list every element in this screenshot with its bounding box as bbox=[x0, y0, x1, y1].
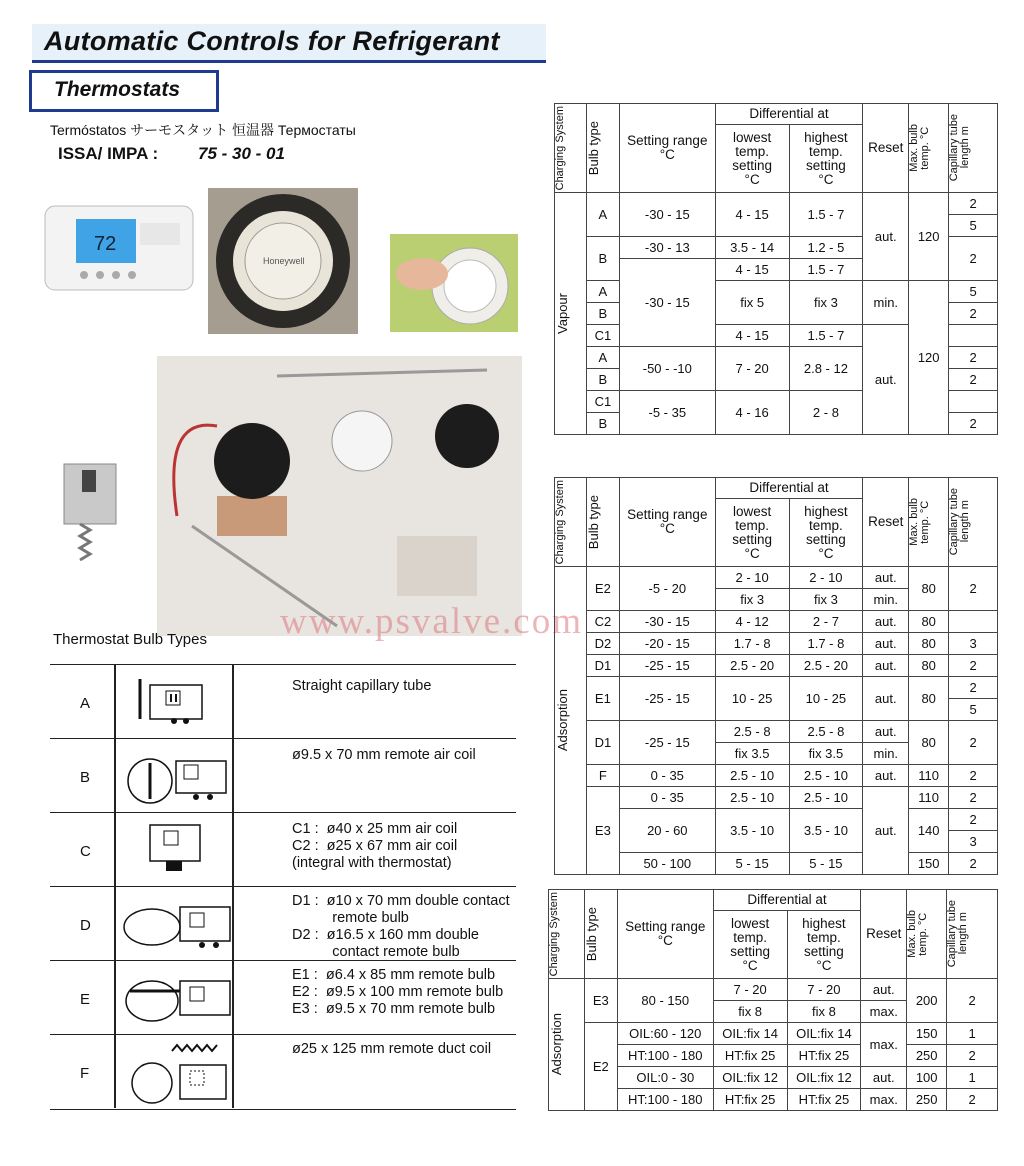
cell: aut. bbox=[863, 611, 909, 633]
header-bulb: Bulb type bbox=[586, 104, 619, 193]
header-cap: Capillary tube length m bbox=[949, 104, 998, 193]
bulb-letter: E bbox=[80, 991, 91, 1008]
bulb-e-diagram-icon bbox=[122, 971, 236, 1027]
cell: aut. bbox=[863, 633, 909, 655]
cell: 200 bbox=[907, 979, 947, 1023]
cell: 2 bbox=[949, 677, 998, 699]
cell: 7 - 20 bbox=[715, 347, 789, 391]
bulb-types-title: Thermostat Bulb Types bbox=[53, 631, 207, 648]
charging-system-cell: Vapour bbox=[555, 193, 587, 435]
cell: -25 - 15 bbox=[619, 655, 715, 677]
bulb-row bbox=[50, 812, 516, 887]
cell: 80 bbox=[909, 567, 949, 611]
cell: 80 bbox=[909, 721, 949, 765]
language-names: Termóstatos サーモスタット 恒温器 Термостаты bbox=[50, 122, 356, 138]
cell: 4 - 15 bbox=[715, 193, 789, 237]
table-row bbox=[555, 567, 998, 589]
cell: HT:fix 25 bbox=[787, 1045, 861, 1067]
cell: max. bbox=[861, 1001, 907, 1023]
cell: OIL:fix 14 bbox=[787, 1023, 861, 1045]
cell: 2 - 8 bbox=[789, 391, 863, 435]
cell: aut. bbox=[863, 787, 909, 875]
table-header-row bbox=[555, 104, 998, 125]
cell: 80 bbox=[909, 655, 949, 677]
cell: min. bbox=[863, 743, 909, 765]
cell: 2.5 - 10 bbox=[715, 787, 789, 809]
cell: E1 bbox=[586, 677, 619, 721]
cell: 150 bbox=[907, 1023, 947, 1045]
cell bbox=[949, 391, 998, 413]
cell: 0 - 35 bbox=[619, 765, 715, 787]
hand-thermostat-photo bbox=[390, 234, 518, 332]
cell: A bbox=[586, 193, 619, 237]
cell: 5 bbox=[949, 215, 998, 237]
cell: max. bbox=[861, 1089, 907, 1111]
bulb-row bbox=[50, 1034, 516, 1110]
bulb-d-diagram-icon bbox=[122, 897, 236, 953]
table-row bbox=[555, 853, 998, 875]
cell: fix 3.5 bbox=[715, 743, 789, 765]
cell: -30 - 13 bbox=[619, 237, 715, 259]
cell: aut. bbox=[863, 325, 909, 435]
cell: min. bbox=[863, 589, 909, 611]
cell: 1.7 - 8 bbox=[715, 633, 789, 655]
cell: 1.2 - 5 bbox=[789, 237, 863, 259]
cell: B bbox=[586, 237, 619, 281]
pressure-thermostat-photo bbox=[60, 460, 120, 580]
digital-thermostat-photo bbox=[44, 205, 194, 291]
capillary-thermostats-photo bbox=[157, 356, 522, 636]
bulb-description: E1 : ø6.4 x 85 mm remote bulb E2 : ø9.5 x 100 mm remote bulb E3 : ø9.5 x 70 mm remote bulb bbox=[292, 967, 504, 1017]
charging-system-cell: Adsorption bbox=[555, 567, 587, 875]
cell: 2.5 - 10 bbox=[789, 765, 863, 787]
cell: D1 bbox=[586, 655, 619, 677]
adsorption-spec-table-2 bbox=[548, 889, 998, 1111]
cell: HT:fix 25 bbox=[787, 1089, 861, 1111]
cell: 2 bbox=[949, 303, 998, 325]
cell: B bbox=[586, 413, 619, 435]
cell: 4 - 15 bbox=[715, 259, 789, 281]
cell: 110 bbox=[909, 765, 949, 787]
cell: HT:100 - 180 bbox=[617, 1089, 713, 1111]
bulb-row bbox=[50, 886, 516, 961]
cell: 2.5 - 10 bbox=[789, 787, 863, 809]
table-row bbox=[549, 1023, 998, 1045]
cell: 2 - 10 bbox=[789, 567, 863, 589]
bulb-f-diagram-icon bbox=[122, 1041, 236, 1105]
cell: 3.5 - 14 bbox=[715, 237, 789, 259]
bulb-letter: D bbox=[80, 917, 91, 934]
cell: 4 - 15 bbox=[715, 325, 789, 347]
cell: C2 bbox=[586, 611, 619, 633]
header-differential: Differential at bbox=[715, 104, 863, 125]
cell: F bbox=[586, 765, 619, 787]
cell: aut. bbox=[863, 765, 909, 787]
watermark: www.psvalve.com bbox=[280, 601, 583, 642]
cell: OIL:fix 12 bbox=[787, 1067, 861, 1089]
cell: 7 - 20 bbox=[787, 979, 861, 1001]
table-header-row bbox=[555, 478, 998, 499]
cell: 2 bbox=[947, 1045, 998, 1067]
cell bbox=[949, 611, 998, 633]
header-differential: Differential at bbox=[715, 478, 863, 499]
cell: 2 bbox=[949, 853, 998, 875]
cell: fix 8 bbox=[787, 1001, 861, 1023]
cell: 2 bbox=[949, 655, 998, 677]
cell: 10 - 25 bbox=[715, 677, 789, 721]
cell: OIL:60 - 120 bbox=[617, 1023, 713, 1045]
cell: 100 bbox=[907, 1067, 947, 1089]
bulb-letter: A bbox=[80, 695, 91, 712]
cell: aut. bbox=[863, 567, 909, 589]
cell: fix 3 bbox=[789, 281, 863, 325]
main-title: Automatic Controls for Refrigerant bbox=[44, 26, 500, 56]
table-row bbox=[555, 193, 998, 215]
cell: A bbox=[586, 347, 619, 369]
cell: 80 - 150 bbox=[617, 979, 713, 1023]
table-row bbox=[555, 721, 998, 743]
cell: 2 bbox=[949, 237, 998, 281]
adsorption-spec-table-1 bbox=[554, 477, 998, 875]
cell: 1 bbox=[947, 1067, 998, 1089]
cell: 3 bbox=[949, 831, 998, 853]
bulb-description: D1 : ø10 x 70 mm double contact remote bulb D2 : ø16.5 x 160 mm double contact remote bulb bbox=[292, 893, 510, 960]
cell: 2.5 - 10 bbox=[715, 765, 789, 787]
cell: fix 3 bbox=[715, 589, 789, 611]
header-range: Setting range °C bbox=[619, 478, 715, 567]
cell: -25 - 15 bbox=[619, 721, 715, 765]
cell: OIL:fix 14 bbox=[713, 1023, 787, 1045]
cell: 150 bbox=[909, 853, 949, 875]
table-row bbox=[555, 787, 998, 809]
cell: E2 bbox=[586, 567, 619, 611]
cell: 4 - 16 bbox=[715, 391, 789, 435]
cell: 2 bbox=[947, 1089, 998, 1111]
cell: 4 - 12 bbox=[715, 611, 789, 633]
cell: aut. bbox=[861, 1067, 907, 1089]
bulb-row bbox=[50, 960, 516, 1035]
cell: C1 bbox=[586, 391, 619, 413]
cell: 80 bbox=[909, 633, 949, 655]
cell: 5 bbox=[949, 281, 998, 303]
cell: B bbox=[586, 303, 619, 325]
cell: 3.5 - 10 bbox=[715, 809, 789, 853]
cell: 120 bbox=[909, 193, 949, 281]
header-reset: Reset bbox=[863, 104, 909, 193]
cell: D1 bbox=[586, 721, 619, 765]
header-highest: highest temp. setting °C bbox=[787, 911, 861, 979]
cell: fix 5 bbox=[715, 281, 789, 325]
header-charging: Charging System bbox=[549, 890, 585, 979]
header-cap: Capillary tube length m bbox=[947, 890, 998, 979]
round-thermostat-photo bbox=[208, 188, 358, 334]
bulb-description: ø25 x 125 mm remote duct coil bbox=[292, 1041, 492, 1057]
bulb-description: Straight capillary tube bbox=[292, 678, 432, 694]
header-charging: Charging System bbox=[555, 104, 587, 193]
table-row bbox=[555, 809, 998, 831]
header-range: Setting range °C bbox=[619, 104, 715, 193]
bulb-description: ø9.5 x 70 mm remote air coil bbox=[292, 747, 476, 763]
cell: 1 bbox=[947, 1023, 998, 1045]
table-row bbox=[555, 611, 998, 633]
vapour-spec-table bbox=[554, 103, 998, 435]
cell: 140 bbox=[909, 809, 949, 853]
table-row bbox=[549, 979, 998, 1001]
table-row bbox=[555, 677, 998, 699]
cell: HT:100 - 180 bbox=[617, 1045, 713, 1067]
header-max: Max. bulb temp. °C bbox=[909, 478, 949, 567]
cell: A bbox=[586, 281, 619, 303]
cell: aut. bbox=[863, 721, 909, 743]
cell: aut. bbox=[861, 979, 907, 1001]
cell: 1.5 - 7 bbox=[789, 193, 863, 237]
cell: 2 bbox=[949, 721, 998, 765]
cell: 2 bbox=[949, 787, 998, 809]
cell: 250 bbox=[907, 1045, 947, 1067]
header-bulb: Bulb type bbox=[584, 890, 617, 979]
cell: 2.5 - 20 bbox=[715, 655, 789, 677]
table-row bbox=[555, 655, 998, 677]
header-cap: Capillary tube length m bbox=[949, 478, 998, 567]
cell: HT:fix 25 bbox=[713, 1089, 787, 1111]
table-row bbox=[555, 765, 998, 787]
cell: B bbox=[586, 369, 619, 391]
cell: E3 bbox=[586, 787, 619, 875]
cell: -20 - 15 bbox=[619, 633, 715, 655]
header-max: Max. bulb temp. °C bbox=[907, 890, 947, 979]
header-range: Setting range °C bbox=[617, 890, 713, 979]
header-reset: Reset bbox=[863, 478, 909, 567]
main-title-banner bbox=[32, 24, 546, 63]
cell: C1 bbox=[586, 325, 619, 347]
cell: 2 bbox=[949, 765, 998, 787]
cell: 5 - 15 bbox=[715, 853, 789, 875]
cell: 2 bbox=[949, 809, 998, 831]
svg-text:Honeywell: Honeywell bbox=[263, 256, 305, 266]
cell: 250 bbox=[907, 1089, 947, 1111]
cell: fix 3.5 bbox=[789, 743, 863, 765]
issa-code: 75 - 30 - 01 bbox=[198, 144, 285, 163]
cell: 2 bbox=[949, 193, 998, 215]
cell: 110 bbox=[909, 787, 949, 809]
cell: 2 - 10 bbox=[715, 567, 789, 589]
cell: fix 3 bbox=[789, 589, 863, 611]
cell: 2 bbox=[949, 369, 998, 391]
cell: 2 bbox=[947, 979, 998, 1023]
cell: 2.8 - 12 bbox=[789, 347, 863, 391]
cell: 3.5 - 10 bbox=[789, 809, 863, 853]
cell: min. bbox=[863, 281, 909, 325]
cell: 2 bbox=[949, 567, 998, 611]
cell: 2.5 - 20 bbox=[789, 655, 863, 677]
cell: 1.5 - 7 bbox=[789, 325, 863, 347]
cell: 2 - 7 bbox=[789, 611, 863, 633]
bulb-c-diagram-icon bbox=[140, 821, 210, 877]
cell: OIL:0 - 30 bbox=[617, 1067, 713, 1089]
bulb-description: C1 : ø40 x 25 mm air coil C2 : ø25 x 67 mm air coil (integral with thermostat) bbox=[292, 821, 458, 871]
subtitle: Thermostats bbox=[54, 78, 181, 101]
bulb-a-diagram-icon bbox=[122, 679, 212, 725]
cell: E3 bbox=[584, 979, 617, 1023]
header-charging: Charging System bbox=[555, 478, 587, 567]
header-differential: Differential at bbox=[713, 890, 861, 911]
header-reset: Reset bbox=[861, 890, 907, 979]
cell: aut. bbox=[863, 655, 909, 677]
bulb-letter: B bbox=[80, 769, 91, 786]
cell: E2 bbox=[584, 1023, 617, 1111]
cell: OIL:fix 12 bbox=[713, 1067, 787, 1089]
cell: 5 bbox=[949, 699, 998, 721]
cell: -5 - 20 bbox=[619, 567, 715, 611]
cell: 20 - 60 bbox=[619, 809, 715, 853]
cell: -30 - 15 bbox=[619, 193, 715, 237]
cell: 80 bbox=[909, 611, 949, 633]
issa-label: ISSA/ IMPA : bbox=[58, 144, 159, 163]
charging-system-cell: Adsorption bbox=[549, 979, 585, 1111]
cell: 120 bbox=[909, 281, 949, 435]
cell: aut. bbox=[863, 677, 909, 721]
header-lowest: lowest temp. setting °C bbox=[715, 125, 789, 193]
header-highest: highest temp. setting °C bbox=[789, 125, 863, 193]
bulb-letter: F bbox=[80, 1065, 90, 1082]
subtitle-box bbox=[29, 70, 219, 112]
header-bulb: Bulb type bbox=[586, 478, 619, 567]
cell: 2.5 - 8 bbox=[715, 721, 789, 743]
cell: 50 - 100 bbox=[619, 853, 715, 875]
cell: 2 bbox=[949, 347, 998, 369]
cell: 10 - 25 bbox=[789, 677, 863, 721]
cell: 2 bbox=[949, 413, 998, 435]
cell bbox=[949, 325, 998, 347]
svg-text:72: 72 bbox=[94, 233, 117, 255]
bulb-b-diagram-icon bbox=[122, 749, 232, 805]
cell: 1.7 - 8 bbox=[789, 633, 863, 655]
cell: 80 bbox=[909, 677, 949, 721]
cell: 3 bbox=[949, 633, 998, 655]
bulb-letter: C bbox=[80, 843, 91, 860]
header-lowest: lowest temp. setting °C bbox=[713, 911, 787, 979]
table-header-row bbox=[549, 890, 998, 911]
table-row bbox=[555, 633, 998, 655]
cell: D2 bbox=[586, 633, 619, 655]
cell: 1.5 - 7 bbox=[789, 259, 863, 281]
cell: aut. bbox=[863, 193, 909, 281]
cell: -5 - 35 bbox=[619, 391, 715, 435]
cell: -30 - 15 bbox=[619, 259, 715, 347]
cell: -25 - 15 bbox=[619, 677, 715, 721]
cell: HT:fix 25 bbox=[713, 1045, 787, 1067]
header-highest: highest temp. setting °C bbox=[789, 499, 863, 567]
bulb-row bbox=[50, 664, 516, 739]
header-lowest: lowest temp. setting °C bbox=[715, 499, 789, 567]
cell: -50 - -10 bbox=[619, 347, 715, 391]
bulb-row bbox=[50, 738, 516, 813]
cell: 5 - 15 bbox=[789, 853, 863, 875]
cell: 7 - 20 bbox=[713, 979, 787, 1001]
cell: 2.5 - 8 bbox=[789, 721, 863, 743]
cell: -30 - 15 bbox=[619, 611, 715, 633]
cell: max. bbox=[861, 1023, 907, 1067]
cell: 0 - 35 bbox=[619, 787, 715, 809]
header-max: Max. bulb temp. °C bbox=[909, 104, 949, 193]
cell: fix 8 bbox=[713, 1001, 787, 1023]
